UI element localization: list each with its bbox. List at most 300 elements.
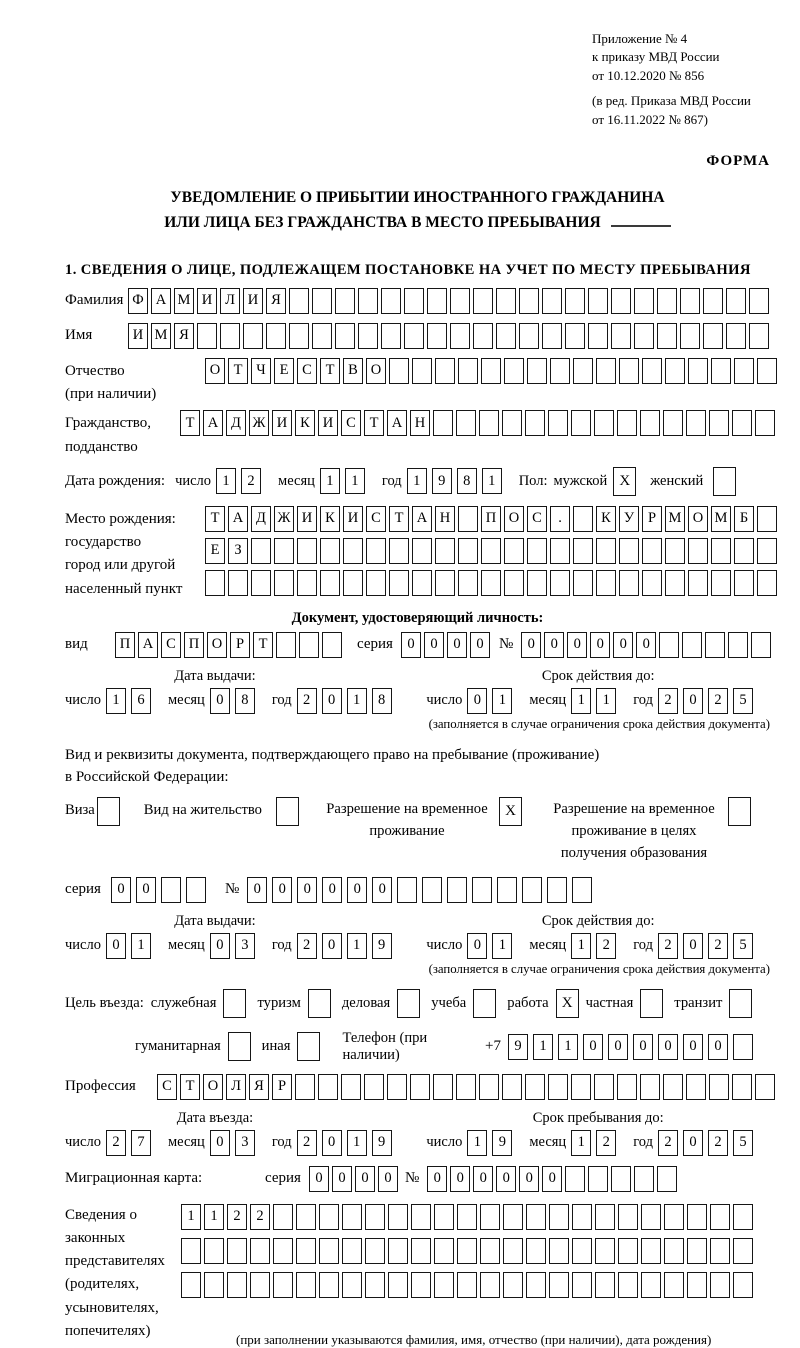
char-cell[interactable]: А xyxy=(228,506,248,532)
char-cell[interactable]: 2 xyxy=(596,933,616,959)
char-cell[interactable] xyxy=(596,358,616,384)
char-cell[interactable] xyxy=(642,358,662,384)
char-cell[interactable] xyxy=(312,288,332,314)
char-cell[interactable] xyxy=(342,1238,362,1264)
char-cell[interactable] xyxy=(427,288,447,314)
char-cell[interactable]: 0 xyxy=(136,877,156,903)
char-cell[interactable] xyxy=(664,1238,684,1264)
char-cell[interactable]: 1 xyxy=(558,1034,578,1060)
char-cell[interactable] xyxy=(397,877,417,903)
char-cell[interactable]: К xyxy=(320,506,340,532)
char-cell[interactable]: 0 xyxy=(542,1166,562,1192)
char-cell[interactable] xyxy=(688,358,708,384)
char-cell[interactable] xyxy=(335,288,355,314)
char-cell[interactable]: 2 xyxy=(708,933,728,959)
char-cell[interactable] xyxy=(365,1204,385,1230)
char-cell[interactable] xyxy=(220,323,240,349)
char-cell[interactable]: О xyxy=(688,506,708,532)
char-cell[interactable]: И xyxy=(297,506,317,532)
char-cell[interactable] xyxy=(749,323,769,349)
char-cell[interactable] xyxy=(733,1034,753,1060)
char-cell[interactable]: 6 xyxy=(131,688,151,714)
char-cell[interactable]: Ж xyxy=(274,506,294,532)
char-cell[interactable] xyxy=(617,410,637,436)
char-cell[interactable]: 1 xyxy=(345,468,365,494)
char-cell[interactable] xyxy=(457,1238,477,1264)
char-cell[interactable] xyxy=(710,1238,730,1264)
char-cell[interactable] xyxy=(618,1204,638,1230)
char-cell[interactable]: 2 xyxy=(658,1130,678,1156)
char-cell[interactable] xyxy=(526,1272,546,1298)
char-cell[interactable] xyxy=(479,410,499,436)
char-cell[interactable] xyxy=(657,288,677,314)
char-cell[interactable] xyxy=(472,877,492,903)
char-cell[interactable]: Р xyxy=(642,506,662,532)
char-cell[interactable]: 0 xyxy=(332,1166,352,1192)
char-cell[interactable] xyxy=(757,506,777,532)
char-cell[interactable] xyxy=(749,288,769,314)
char-cell[interactable] xyxy=(549,1272,569,1298)
char-cell[interactable] xyxy=(611,288,631,314)
char-cell[interactable] xyxy=(319,1238,339,1264)
char-cell[interactable]: Ф xyxy=(128,288,148,314)
char-cell[interactable] xyxy=(751,632,771,658)
char-cell[interactable] xyxy=(565,323,585,349)
char-cell[interactable]: 1 xyxy=(596,688,616,714)
char-cell[interactable] xyxy=(458,358,478,384)
char-cell[interactable] xyxy=(365,1272,385,1298)
char-cell[interactable]: 0 xyxy=(496,1166,516,1192)
char-cell[interactable] xyxy=(755,1074,775,1100)
char-cell[interactable]: Я xyxy=(249,1074,269,1100)
char-cell[interactable]: П xyxy=(115,632,135,658)
char-cell[interactable] xyxy=(525,410,545,436)
char-cell[interactable] xyxy=(335,323,355,349)
char-cell[interactable]: Ч xyxy=(251,358,271,384)
char-cell[interactable] xyxy=(479,1074,499,1100)
char-cell[interactable] xyxy=(642,538,662,564)
char-cell[interactable]: 1 xyxy=(492,688,512,714)
char-cell[interactable] xyxy=(550,538,570,564)
char-cell[interactable] xyxy=(296,1238,316,1264)
char-cell[interactable]: Н xyxy=(410,410,430,436)
char-cell[interactable] xyxy=(710,1204,730,1230)
char-cell[interactable] xyxy=(757,538,777,564)
char-cell[interactable]: 1 xyxy=(131,933,151,959)
char-cell[interactable] xyxy=(664,1204,684,1230)
char-cell[interactable]: 1 xyxy=(467,1130,487,1156)
char-cell[interactable]: 0 xyxy=(322,688,342,714)
char-cell[interactable]: 1 xyxy=(347,933,367,959)
temp-residence-edu-checkbox[interactable] xyxy=(728,797,751,826)
char-cell[interactable] xyxy=(289,323,309,349)
char-cell[interactable] xyxy=(457,1272,477,1298)
purpose-business-checkbox[interactable] xyxy=(397,989,420,1018)
char-cell[interactable] xyxy=(412,358,432,384)
char-cell[interactable] xyxy=(550,570,570,596)
char-cell[interactable] xyxy=(504,538,524,564)
char-cell[interactable]: Т xyxy=(253,632,273,658)
char-cell[interactable]: 0 xyxy=(708,1034,728,1060)
temp-residence-checkbox[interactable]: X xyxy=(499,797,522,826)
char-cell[interactable]: 5 xyxy=(733,933,753,959)
char-cell[interactable] xyxy=(527,358,547,384)
char-cell[interactable] xyxy=(197,323,217,349)
char-cell[interactable] xyxy=(733,1272,753,1298)
char-cell[interactable]: 0 xyxy=(467,688,487,714)
char-cell[interactable] xyxy=(680,288,700,314)
char-cell[interactable]: 0 xyxy=(467,933,487,959)
char-cell[interactable]: С xyxy=(297,358,317,384)
char-cell[interactable]: 0 xyxy=(322,877,342,903)
char-cell[interactable]: 0 xyxy=(590,632,610,658)
char-cell[interactable] xyxy=(388,1204,408,1230)
char-cell[interactable] xyxy=(657,1166,677,1192)
char-cell[interactable]: Н xyxy=(435,506,455,532)
char-cell[interactable]: 0 xyxy=(470,632,490,658)
char-cell[interactable] xyxy=(227,1272,247,1298)
char-cell[interactable]: 0 xyxy=(372,877,392,903)
char-cell[interactable]: М xyxy=(711,506,731,532)
char-cell[interactable]: 5 xyxy=(733,688,753,714)
char-cell[interactable] xyxy=(703,323,723,349)
char-cell[interactable] xyxy=(274,538,294,564)
char-cell[interactable] xyxy=(181,1272,201,1298)
char-cell[interactable] xyxy=(618,1272,638,1298)
char-cell[interactable] xyxy=(389,358,409,384)
char-cell[interactable] xyxy=(435,570,455,596)
char-cell[interactable]: Е xyxy=(274,358,294,384)
purpose-private-checkbox[interactable] xyxy=(640,989,663,1018)
char-cell[interactable]: 2 xyxy=(708,1130,728,1156)
char-cell[interactable] xyxy=(734,538,754,564)
char-cell[interactable] xyxy=(728,632,748,658)
char-cell[interactable]: А xyxy=(151,288,171,314)
char-cell[interactable]: 0 xyxy=(424,632,444,658)
char-cell[interactable]: Я xyxy=(174,323,194,349)
char-cell[interactable] xyxy=(228,570,248,596)
char-cell[interactable] xyxy=(642,570,662,596)
char-cell[interactable]: Т xyxy=(228,358,248,384)
char-cell[interactable] xyxy=(640,410,660,436)
char-cell[interactable]: 2 xyxy=(106,1130,126,1156)
char-cell[interactable] xyxy=(594,1074,614,1100)
char-cell[interactable] xyxy=(526,1204,546,1230)
char-cell[interactable] xyxy=(640,1074,660,1100)
char-cell[interactable]: 1 xyxy=(204,1204,224,1230)
char-cell[interactable] xyxy=(250,1272,270,1298)
char-cell[interactable] xyxy=(588,1166,608,1192)
char-cell[interactable]: М xyxy=(665,506,685,532)
char-cell[interactable]: 0 xyxy=(567,632,587,658)
char-cell[interactable]: 1 xyxy=(571,688,591,714)
char-cell[interactable] xyxy=(549,1238,569,1264)
char-cell[interactable]: К xyxy=(596,506,616,532)
char-cell[interactable] xyxy=(634,323,654,349)
char-cell[interactable]: 0 xyxy=(608,1034,628,1060)
char-cell[interactable] xyxy=(343,570,363,596)
char-cell[interactable]: 1 xyxy=(407,468,427,494)
char-cell[interactable]: Е xyxy=(205,538,225,564)
char-cell[interactable] xyxy=(456,410,476,436)
char-cell[interactable] xyxy=(755,410,775,436)
char-cell[interactable] xyxy=(381,323,401,349)
char-cell[interactable] xyxy=(527,538,547,564)
char-cell[interactable] xyxy=(682,632,702,658)
char-cell[interactable]: О xyxy=(205,358,225,384)
char-cell[interactable] xyxy=(320,570,340,596)
char-cell[interactable] xyxy=(503,1272,523,1298)
char-cell[interactable]: 3 xyxy=(235,933,255,959)
char-cell[interactable] xyxy=(757,358,777,384)
char-cell[interactable]: Б xyxy=(734,506,754,532)
char-cell[interactable]: 0 xyxy=(683,688,703,714)
visa-checkbox[interactable] xyxy=(97,797,120,826)
char-cell[interactable] xyxy=(542,323,562,349)
char-cell[interactable] xyxy=(688,570,708,596)
char-cell[interactable]: 2 xyxy=(658,933,678,959)
char-cell[interactable] xyxy=(299,632,319,658)
char-cell[interactable]: Л xyxy=(220,288,240,314)
char-cell[interactable]: 1 xyxy=(347,688,367,714)
char-cell[interactable] xyxy=(686,410,706,436)
char-cell[interactable] xyxy=(456,1074,476,1100)
char-cell[interactable]: 0 xyxy=(521,632,541,658)
char-cell[interactable] xyxy=(688,538,708,564)
char-cell[interactable] xyxy=(433,410,453,436)
char-cell[interactable] xyxy=(411,1204,431,1230)
char-cell[interactable]: Д xyxy=(251,506,271,532)
char-cell[interactable] xyxy=(709,410,729,436)
char-cell[interactable] xyxy=(732,410,752,436)
char-cell[interactable]: Л xyxy=(226,1074,246,1100)
char-cell[interactable] xyxy=(273,1204,293,1230)
char-cell[interactable]: Р xyxy=(230,632,250,658)
char-cell[interactable]: А xyxy=(138,632,158,658)
char-cell[interactable] xyxy=(595,1204,615,1230)
char-cell[interactable] xyxy=(481,570,501,596)
char-cell[interactable] xyxy=(617,1074,637,1100)
char-cell[interactable] xyxy=(757,570,777,596)
char-cell[interactable]: С xyxy=(341,410,361,436)
purpose-work-checkbox[interactable]: X xyxy=(556,989,579,1018)
char-cell[interactable] xyxy=(527,570,547,596)
char-cell[interactable] xyxy=(388,1272,408,1298)
char-cell[interactable] xyxy=(450,288,470,314)
char-cell[interactable] xyxy=(547,877,567,903)
char-cell[interactable] xyxy=(296,1204,316,1230)
char-cell[interactable] xyxy=(422,877,442,903)
char-cell[interactable] xyxy=(665,358,685,384)
char-cell[interactable] xyxy=(434,1204,454,1230)
char-cell[interactable] xyxy=(503,1238,523,1264)
char-cell[interactable] xyxy=(641,1238,661,1264)
char-cell[interactable]: Я xyxy=(266,288,286,314)
char-cell[interactable] xyxy=(480,1204,500,1230)
char-cell[interactable] xyxy=(251,538,271,564)
char-cell[interactable] xyxy=(227,1238,247,1264)
char-cell[interactable]: 0 xyxy=(210,688,230,714)
char-cell[interactable]: 8 xyxy=(372,688,392,714)
char-cell[interactable]: 9 xyxy=(372,1130,392,1156)
char-cell[interactable] xyxy=(732,1074,752,1100)
char-cell[interactable] xyxy=(595,1238,615,1264)
char-cell[interactable] xyxy=(458,570,478,596)
char-cell[interactable]: О xyxy=(366,358,386,384)
purpose-other-checkbox[interactable] xyxy=(297,1032,320,1061)
char-cell[interactable]: 0 xyxy=(636,632,656,658)
char-cell[interactable] xyxy=(519,288,539,314)
char-cell[interactable]: И xyxy=(272,410,292,436)
char-cell[interactable]: 1 xyxy=(106,688,126,714)
char-cell[interactable]: 0 xyxy=(297,877,317,903)
char-cell[interactable] xyxy=(588,323,608,349)
char-cell[interactable] xyxy=(412,570,432,596)
char-cell[interactable] xyxy=(481,358,501,384)
char-cell[interactable] xyxy=(573,570,593,596)
char-cell[interactable] xyxy=(504,570,524,596)
purpose-official-checkbox[interactable] xyxy=(223,989,246,1018)
char-cell[interactable]: 0 xyxy=(210,933,230,959)
char-cell[interactable]: 0 xyxy=(683,1130,703,1156)
char-cell[interactable] xyxy=(680,323,700,349)
char-cell[interactable]: 0 xyxy=(401,632,421,658)
char-cell[interactable] xyxy=(243,323,263,349)
char-cell[interactable] xyxy=(480,1238,500,1264)
char-cell[interactable] xyxy=(364,1074,384,1100)
char-cell[interactable] xyxy=(726,288,746,314)
char-cell[interactable] xyxy=(619,538,639,564)
char-cell[interactable] xyxy=(297,538,317,564)
char-cell[interactable]: 0 xyxy=(210,1130,230,1156)
char-cell[interactable]: О xyxy=(203,1074,223,1100)
char-cell[interactable]: 2 xyxy=(227,1204,247,1230)
char-cell[interactable] xyxy=(266,323,286,349)
char-cell[interactable] xyxy=(703,288,723,314)
char-cell[interactable] xyxy=(458,538,478,564)
char-cell[interactable]: Т xyxy=(389,506,409,532)
char-cell[interactable]: И xyxy=(128,323,148,349)
char-cell[interactable]: 2 xyxy=(297,688,317,714)
char-cell[interactable] xyxy=(665,538,685,564)
char-cell[interactable]: 1 xyxy=(482,468,502,494)
char-cell[interactable] xyxy=(296,1272,316,1298)
char-cell[interactable]: Т xyxy=(205,506,225,532)
char-cell[interactable]: 2 xyxy=(658,688,678,714)
char-cell[interactable]: 1 xyxy=(320,468,340,494)
char-cell[interactable] xyxy=(320,538,340,564)
char-cell[interactable] xyxy=(687,1204,707,1230)
char-cell[interactable] xyxy=(572,877,592,903)
char-cell[interactable] xyxy=(733,1238,753,1264)
char-cell[interactable] xyxy=(251,570,271,596)
char-cell[interactable] xyxy=(411,1238,431,1264)
char-cell[interactable] xyxy=(358,323,378,349)
char-cell[interactable]: 0 xyxy=(450,1166,470,1192)
char-cell[interactable] xyxy=(596,570,616,596)
char-cell[interactable] xyxy=(572,1238,592,1264)
char-cell[interactable]: Т xyxy=(320,358,340,384)
char-cell[interactable]: 2 xyxy=(297,1130,317,1156)
char-cell[interactable] xyxy=(687,1272,707,1298)
char-cell[interactable] xyxy=(657,323,677,349)
char-cell[interactable]: 0 xyxy=(309,1166,329,1192)
char-cell[interactable]: К xyxy=(295,410,315,436)
char-cell[interactable] xyxy=(447,877,467,903)
char-cell[interactable]: П xyxy=(184,632,204,658)
char-cell[interactable] xyxy=(634,288,654,314)
char-cell[interactable] xyxy=(522,877,542,903)
char-cell[interactable] xyxy=(611,1166,631,1192)
char-cell[interactable]: 0 xyxy=(378,1166,398,1192)
char-cell[interactable]: 0 xyxy=(322,1130,342,1156)
char-cell[interactable]: 0 xyxy=(519,1166,539,1192)
char-cell[interactable]: 0 xyxy=(473,1166,493,1192)
char-cell[interactable] xyxy=(435,358,455,384)
char-cell[interactable] xyxy=(496,288,516,314)
char-cell[interactable]: 0 xyxy=(106,933,126,959)
char-cell[interactable]: 1 xyxy=(216,468,236,494)
char-cell[interactable]: У xyxy=(619,506,639,532)
char-cell[interactable]: 9 xyxy=(492,1130,512,1156)
char-cell[interactable] xyxy=(503,1204,523,1230)
char-cell[interactable]: 0 xyxy=(347,877,367,903)
char-cell[interactable] xyxy=(573,506,593,532)
char-cell[interactable] xyxy=(427,323,447,349)
sex-male-checkbox[interactable]: X xyxy=(613,467,636,496)
char-cell[interactable]: 1 xyxy=(533,1034,553,1060)
char-cell[interactable]: 3 xyxy=(235,1130,255,1156)
char-cell[interactable] xyxy=(496,323,516,349)
char-cell[interactable] xyxy=(181,1238,201,1264)
char-cell[interactable]: 7 xyxy=(131,1130,151,1156)
char-cell[interactable]: 0 xyxy=(427,1166,447,1192)
char-cell[interactable]: 9 xyxy=(508,1034,528,1060)
char-cell[interactable] xyxy=(404,288,424,314)
char-cell[interactable] xyxy=(502,410,522,436)
char-cell[interactable] xyxy=(525,1074,545,1100)
char-cell[interactable]: П xyxy=(481,506,501,532)
char-cell[interactable]: Д xyxy=(226,410,246,436)
char-cell[interactable]: 0 xyxy=(447,632,467,658)
char-cell[interactable] xyxy=(709,1074,729,1100)
char-cell[interactable] xyxy=(711,358,731,384)
char-cell[interactable]: 0 xyxy=(544,632,564,658)
char-cell[interactable]: И xyxy=(197,288,217,314)
char-cell[interactable]: С xyxy=(527,506,547,532)
char-cell[interactable]: 8 xyxy=(235,688,255,714)
char-cell[interactable] xyxy=(389,570,409,596)
char-cell[interactable]: 0 xyxy=(613,632,633,658)
char-cell[interactable]: А xyxy=(412,506,432,532)
char-cell[interactable]: С xyxy=(366,506,386,532)
char-cell[interactable] xyxy=(250,1238,270,1264)
purpose-transit-checkbox[interactable] xyxy=(729,989,752,1018)
char-cell[interactable] xyxy=(404,323,424,349)
char-cell[interactable]: 0 xyxy=(272,877,292,903)
char-cell[interactable] xyxy=(548,410,568,436)
char-cell[interactable] xyxy=(410,1074,430,1100)
char-cell[interactable] xyxy=(734,358,754,384)
char-cell[interactable]: Ж xyxy=(249,410,269,436)
char-cell[interactable]: 9 xyxy=(372,933,392,959)
char-cell[interactable] xyxy=(411,1272,431,1298)
char-cell[interactable]: Т xyxy=(180,410,200,436)
char-cell[interactable] xyxy=(318,1074,338,1100)
char-cell[interactable] xyxy=(457,1204,477,1230)
char-cell[interactable]: 1 xyxy=(347,1130,367,1156)
char-cell[interactable] xyxy=(641,1204,661,1230)
